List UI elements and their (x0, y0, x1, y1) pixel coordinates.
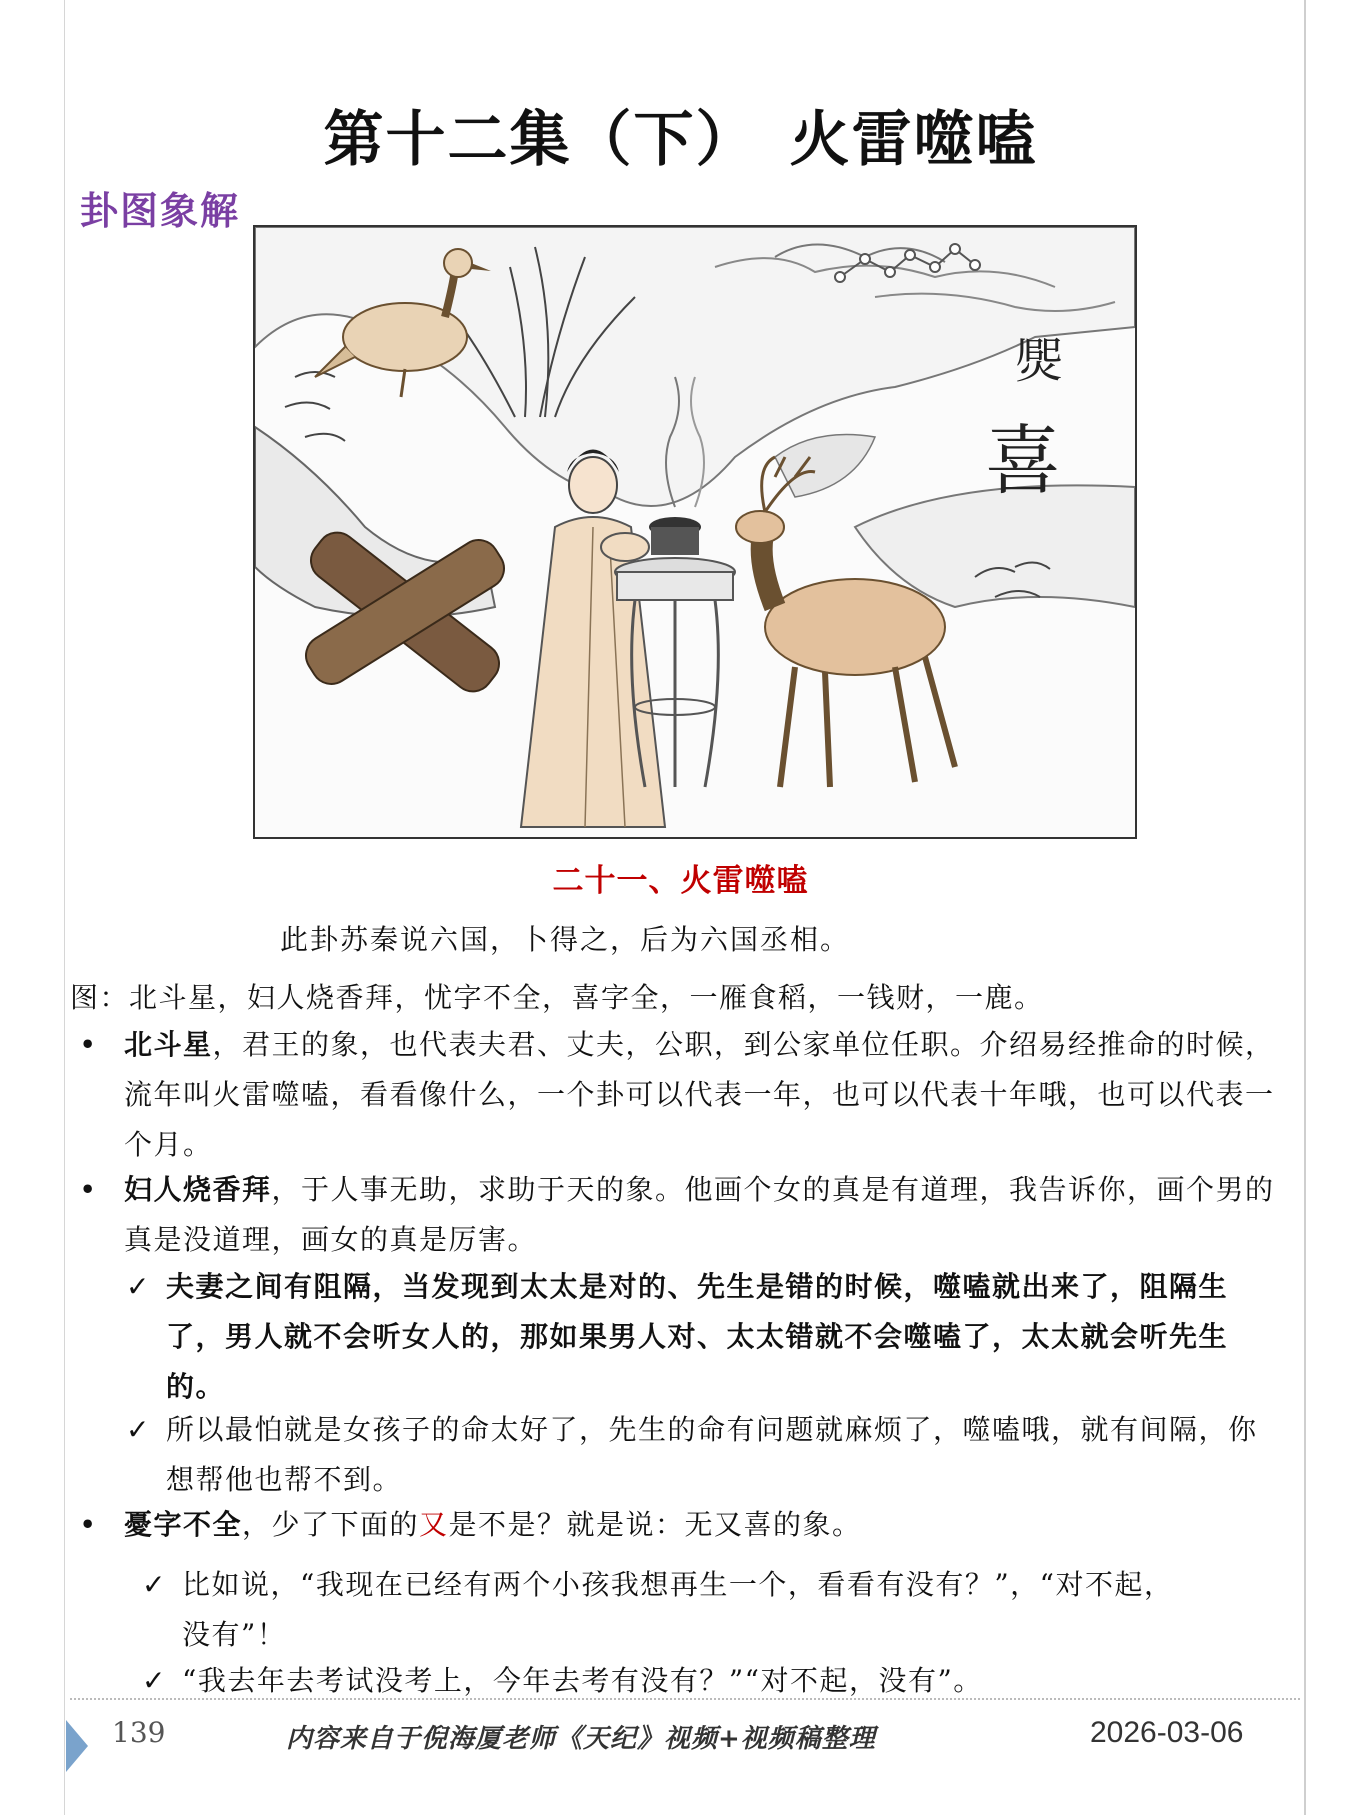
check-text: 夫妻之间有阻隔，当发现到太太是对的、先生是错的时候，噬嗑就出来了，阻隔生了，男人就不会听女人的，那如果男人对、太太错就不会噬嗑了，太太就会听先生的。 (166, 1270, 1229, 1403)
figure-description: 图：北斗星，妇人烧香拜，忧字不全，喜字全，一雁食稻，一钱财，一鹿。 (70, 981, 1044, 1014)
bullet-text-before: ，少了下面的 (242, 1508, 420, 1541)
section-label: 卦图象解 (80, 189, 241, 233)
bullet-term: 北斗星 (124, 1028, 213, 1061)
footer-credit: 内容来自于倪海厦老师《天纪》视频+视频稿整理 (286, 1724, 876, 1754)
bullet-term: 憂字不全 (124, 1508, 243, 1541)
bullet-incomplete-char (80, 1500, 1280, 1550)
bullet-term: 妇人烧香拜 (124, 1173, 272, 1206)
bullet-text-after: 是不是？就是说：无又喜的象。 (448, 1508, 862, 1541)
check-item (142, 1560, 1202, 1660)
footer-date: 2026-03-06 (1090, 1716, 1244, 1749)
page-border-right (1304, 0, 1306, 1815)
caption-char-1: 㷗 (1015, 333, 1064, 389)
red-char: 又 (419, 1508, 449, 1541)
caption-char-2: 喜 (985, 416, 1061, 505)
illustration-drawing (255, 227, 1135, 837)
bullet-text: ，君王的象，也代表夫君、丈夫，公职，到公家单位任职。介绍易经推命的时候，流年叫火雷噬嗑，看看像什么，一个卦可以代表一年，也可以代表十年哦，也可以代表一个月。 (124, 1028, 1275, 1161)
check-mark: ✓ (142, 1664, 167, 1697)
check-mark: ✓ (126, 1413, 151, 1446)
next-page-arrow-icon[interactable] (66, 1720, 88, 1772)
check-item (126, 1262, 1286, 1412)
footer-divider (70, 1698, 1300, 1700)
check-text: 所以最怕就是女孩子的命太好了，先生的命有问题就麻烦了，噬嗑哦，就有间隔，你想帮他也帮不到。 (166, 1413, 1258, 1496)
check-mark: ✓ (142, 1568, 167, 1601)
bullet-mark: • (80, 1510, 97, 1539)
check-text: 比如说，“我现在已经有两个小孩我想再生一个，看看有没有？”，“对不起，没有”！ (182, 1568, 1174, 1651)
page-border-left (64, 0, 65, 1815)
lead-paragraph: 此卦苏秦说六国，卜得之，后为六国丞相。 (280, 923, 851, 956)
hexagram-heading: 二十一、火雷噬嗑 (552, 863, 809, 899)
page-title: 第十二集（下） 火雷噬嗑 (323, 105, 1038, 175)
bullet-big-dipper (80, 1020, 1280, 1170)
bullet-mark: • (80, 1175, 97, 1204)
page-number: 139 (112, 1716, 166, 1749)
check-text: “我去年去考试没考上，今年去考有没有？”“对不起，没有”。 (182, 1664, 983, 1697)
hexagram-illustration (253, 225, 1137, 839)
bullet-woman-incense (80, 1165, 1280, 1265)
check-item (126, 1405, 1286, 1505)
coin-strings (298, 525, 511, 700)
bullet-mark: • (80, 1030, 97, 1059)
bullet-text: ，于人事无助，求助于天的象。他画个女的真是有道理，我告诉你，画个男的真是没道理，画女的真是厉害。 (124, 1173, 1275, 1256)
check-mark: ✓ (126, 1270, 151, 1303)
